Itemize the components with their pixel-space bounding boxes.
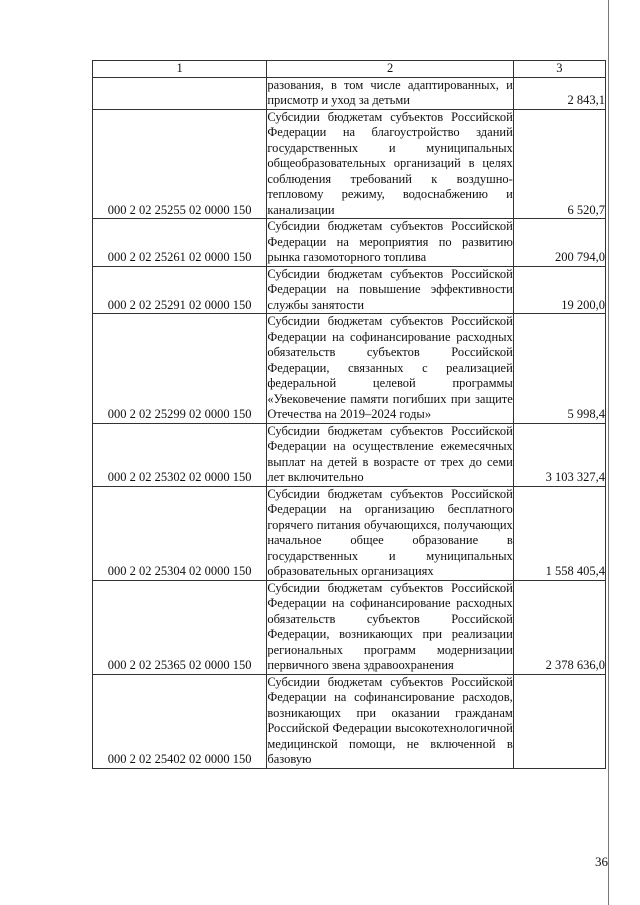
budget-code: 000 2 02 25302 02 0000 150 xyxy=(93,423,267,486)
page-edge-line xyxy=(608,0,609,905)
table-row xyxy=(93,486,606,580)
table-row xyxy=(93,580,606,674)
amount: 6 520,7 xyxy=(513,109,605,219)
amount: 200 794,0 xyxy=(513,219,605,267)
revenue-description: разования, в том числе адаптированных, и присмотр и уход за детьми xyxy=(267,77,513,107)
budget-code xyxy=(93,77,267,109)
budget-revenue-table xyxy=(92,60,606,769)
table-row xyxy=(93,674,606,768)
table-row xyxy=(93,266,606,314)
amount: 2 843,1 xyxy=(513,77,605,109)
revenue-description: Субсидии бюджетам субъектов Российской Федерации на благоустройство зданий государственных и муниципальных общеобразовательных организаций в целях соблюдения требований к воздушно-тепловому режиму, водоснабжению и канализации xyxy=(267,109,513,217)
budget-code: 000 2 02 25261 02 0000 150 xyxy=(93,219,267,267)
amount: 19 200,0 xyxy=(513,266,605,314)
revenue-description: Субсидии бюджетам субъектов Российской Федерации на осуществление ежемесячных выплат на детей в возрасте от трех до семи лет включительно xyxy=(267,423,513,484)
header-col-2: 2 xyxy=(267,61,513,78)
revenue-description: Субсидии бюджетам субъектов Российской Федерации на мероприятия по развитию рынка газомоторного топлива xyxy=(267,219,513,264)
revenue-description: Субсидии бюджетам субъектов Российской Федерации на повышение эффективности службы занятости xyxy=(267,266,513,312)
revenue-description: Субсидии бюджетам субъектов Российской Федерации на софинансирование расходов, возникающих при оказании гражданам Российской Федерации высокотехнологичной медицинской помощи, не включенной в базовую xyxy=(267,674,513,766)
page-number: 36 xyxy=(595,854,608,869)
table-header-row xyxy=(93,61,606,78)
budget-code: 000 2 02 25291 02 0000 150 xyxy=(93,266,267,314)
header-col-3: 3 xyxy=(513,61,605,78)
amount: 3 103 327,4 xyxy=(513,423,605,486)
budget-code: 000 2 02 25402 02 0000 150 xyxy=(93,674,267,768)
revenue-description: Субсидии бюджетам субъектов Российской Федерации на софинансирование расходных обязательств субъектов Российской Федерации, связанных с реализацией федеральной целевой программы «Увековечение памяти погибших при защите Отечества на 2019–2024 годы» xyxy=(267,314,513,421)
table-row xyxy=(93,423,606,486)
revenue-description: Субсидии бюджетам субъектов Российской Федерации на организацию бесплатного горячего питания обучающихся, получающих начальное общее образование в государственных и муниципальных образовательных организациях xyxy=(267,486,513,578)
amount: 1 558 405,4 xyxy=(513,486,605,580)
table-row xyxy=(93,77,606,109)
amount xyxy=(513,674,605,768)
budget-code: 000 2 02 25299 02 0000 150 xyxy=(93,314,267,424)
amount: 2 378 636,0 xyxy=(513,580,605,674)
table-row xyxy=(93,314,606,424)
table-row xyxy=(93,219,606,267)
revenue-description: Субсидии бюджетам субъектов Российской Федерации на софинансирование расходных обязательств субъектов Российской Федерации, возникающих при реализации региональных программ модернизации первичного звена здравоохранения xyxy=(267,580,513,672)
amount: 5 998,4 xyxy=(513,314,605,424)
header-col-1: 1 xyxy=(93,61,267,78)
table-row xyxy=(93,109,606,219)
budget-code: 000 2 02 25365 02 0000 150 xyxy=(93,580,267,674)
budget-code: 000 2 02 25255 02 0000 150 xyxy=(93,109,267,219)
budget-code: 000 2 02 25304 02 0000 150 xyxy=(93,486,267,580)
